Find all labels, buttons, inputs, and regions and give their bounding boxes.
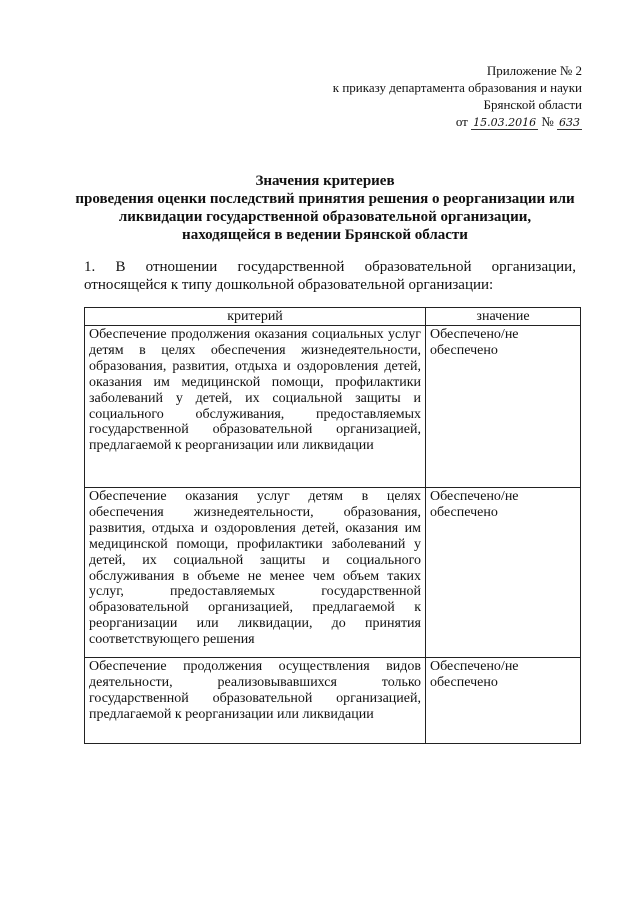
intro-word: организации, (491, 259, 576, 275)
title-line-1: Значения критериев (255, 173, 395, 189)
value-cell: Обеспечено/не обеспечено (426, 326, 581, 488)
title-line-2: проведения оценки последствий принятия решения о реорганизации или (75, 191, 575, 207)
table-row (85, 326, 581, 488)
order-date-line (333, 113, 582, 131)
criterion-cell: Обеспечение продолжения осуществления видов деятельности, реализовывавшихся только государственной образовательной организацией, предлагаемой к реорганизации или ликвидации (85, 658, 426, 744)
intro-word: В (115, 259, 126, 275)
handwritten-number: 633 (559, 116, 580, 129)
table-header-row (85, 308, 581, 326)
region-name: Брянской области (483, 97, 582, 112)
value-cell: Обеспечено/не обеспечено (426, 658, 581, 744)
intro-line-1 (84, 258, 576, 276)
criterion-cell: Обеспечение продолжения оказания социальных услуг детям в целях обеспечения жизнедеятельности, образования, развития, отдыха и оздоровления детей, оказания им медицинской помощи, профилактики заболеваний у детей, их социальной защиты и социального обслуживания, предоставляемых государственной образовательной организацией, предлагаемой к реорганизации или ликвидации (85, 326, 426, 488)
table-row (85, 488, 581, 658)
criteria-table (84, 307, 581, 744)
title-line-3: ликвидации государственной образовательной организации, (118, 209, 532, 225)
intro-word: государственной (237, 259, 345, 275)
table-row (85, 658, 581, 744)
column-header-value: значение (426, 308, 581, 326)
handwritten-date: 15.03.2016 (473, 116, 537, 129)
section-intro (84, 258, 576, 294)
date-prefix: от (455, 114, 468, 129)
intro-word: 1. (84, 259, 96, 275)
column-header-criterion: критерий (85, 308, 426, 326)
document-title (60, 172, 590, 244)
order-reference: к приказу департамента образования и науки (332, 80, 582, 95)
appendix-header (333, 62, 582, 131)
number-prefix: № (541, 114, 554, 129)
appendix-number: Приложение № 2 (486, 63, 582, 78)
intro-word: образовательной (364, 259, 472, 275)
criterion-cell: Обеспечение оказания услуг детям в целях обеспечения жизнедеятельности, образования, развития, отдыха и оздоровления детей, оказания им медицинской помощи, профилактики заболеваний у детей, их социальной защиты и социального обслуживания в объеме не менее чем объем таких услуг, предоставляемых государственной образовательной организацией, предлагаемой к реорганизации или ликвидации, до принятия соответствующего решения (85, 488, 426, 658)
title-line-4: находящейся в ведении Брянской области (182, 227, 468, 243)
value-cell: Обеспечено/не обеспечено (426, 488, 581, 658)
intro-line-2: относящейся к типу дошкольной образовательной организации: (84, 277, 494, 293)
intro-word: отношении (145, 259, 218, 275)
